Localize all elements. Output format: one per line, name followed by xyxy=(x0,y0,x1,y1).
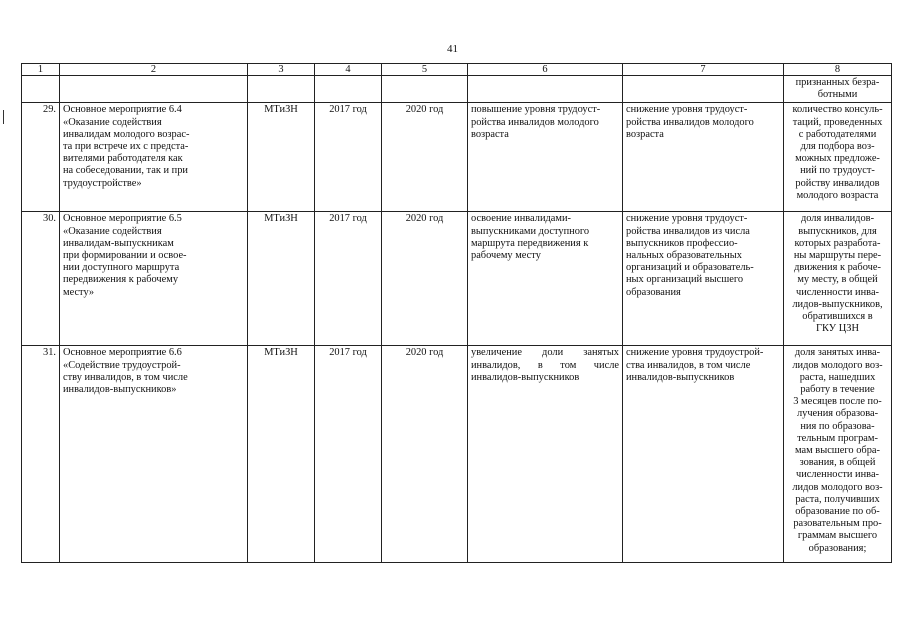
column-number: 1 xyxy=(22,64,60,76)
column-number: 7 xyxy=(623,64,784,76)
result-cell: увеличение доли занятых инвалидов, в том числе инвалидов-выпускников xyxy=(468,346,623,563)
indicator-cell: признанных безра- ботными xyxy=(784,76,892,103)
end-year-cell: 2020 год xyxy=(382,212,468,346)
result-cell: освоение инвалидами- выпускниками доступного маршрута передвижения к рабочему месту xyxy=(468,212,623,346)
row-number: 30. xyxy=(22,212,60,346)
indicator-cell: доля инвалидов- выпускников, для которых разработа- ны маршруты пере- движения к рабоче- му месту, в общей численности инва- лидов-выпускников, обратившихся в ГКУ ЦЗН xyxy=(784,212,892,346)
table-row xyxy=(22,212,892,346)
measures-table xyxy=(21,63,892,563)
executor-cell: МТиЗН xyxy=(248,212,315,346)
indicator-cell: доля занятых инва- лидов молодого воз- раста, нашедших работу в течение 3 месяцев после по- лучения образова- ния по образова- тельным програм- мам высшего обра- зования, в общей численности инва- лидов молодого воз- раста, получивших образование по об- разовательным про- граммам высшего образования; xyxy=(784,346,892,563)
indicator-cell: количество консуль- таций, проведенных с работодателями для подбора воз- можных предложе- ний по трудоуст- ройству инвалидов молодого возраста xyxy=(784,103,892,212)
empty-cell xyxy=(60,76,248,103)
column-number: 2 xyxy=(60,64,248,76)
empty-cell xyxy=(382,76,468,103)
start-year-cell: 2017 год xyxy=(315,346,382,563)
consequence-cell: снижение уровня трудоуст- ройства инвалидов из числа выпускников профессио- нальных образовательных организаций и образователь- ных организаций высшего образования xyxy=(623,212,784,346)
consequence-cell: снижение уровня трудоуст- ройства инвалидов молодого возраста xyxy=(623,103,784,212)
measure-cell: Основное мероприятие 6.5 «Оказание содействия инвалидам-выпускникам при формировании и освое- нии доступного маршрута передвижения к рабочему месту» xyxy=(60,212,248,346)
column-number: 4 xyxy=(315,64,382,76)
start-year-cell: 2017 год xyxy=(315,103,382,212)
end-year-cell: 2020 год xyxy=(382,346,468,563)
row-number: 29. xyxy=(22,103,60,212)
page-number: 41 xyxy=(447,43,458,55)
empty-cell xyxy=(248,76,315,103)
column-number: 8 xyxy=(784,64,892,76)
column-number: 6 xyxy=(468,64,623,76)
executor-cell: МТиЗН xyxy=(248,103,315,212)
column-number: 5 xyxy=(382,64,468,76)
table-row xyxy=(22,346,892,563)
column-number: 3 xyxy=(248,64,315,76)
end-year-cell: 2020 год xyxy=(382,103,468,212)
empty-cell xyxy=(623,76,784,103)
table-row xyxy=(22,103,892,212)
empty-cell xyxy=(22,76,60,103)
continuation-row xyxy=(22,76,892,103)
row-number: 31. xyxy=(22,346,60,563)
consequence-cell: снижение уровня трудоустрой- ства инвалидов, в том числе инвалидов-выпускников xyxy=(623,346,784,563)
result-cell: повышение уровня трудоуст- ройства инвалидов молодого возраста xyxy=(468,103,623,212)
executor-cell: МТиЗН xyxy=(248,346,315,563)
start-year-cell: 2017 год xyxy=(315,212,382,346)
measure-cell: Основное мероприятие 6.4 «Оказание содействия инвалидам молодого возрас- та при встрече их с предста- вителями работодателя как на собеседовании, так и при трудоустройстве» xyxy=(60,103,248,212)
empty-cell xyxy=(315,76,382,103)
margin-mark xyxy=(3,110,4,124)
empty-cell xyxy=(468,76,623,103)
measure-cell: Основное мероприятие 6.6 «Содействие трудоустрой- ству инвалидов, в том числе инвалидов-выпускников» xyxy=(60,346,248,563)
column-number-row xyxy=(22,64,892,76)
